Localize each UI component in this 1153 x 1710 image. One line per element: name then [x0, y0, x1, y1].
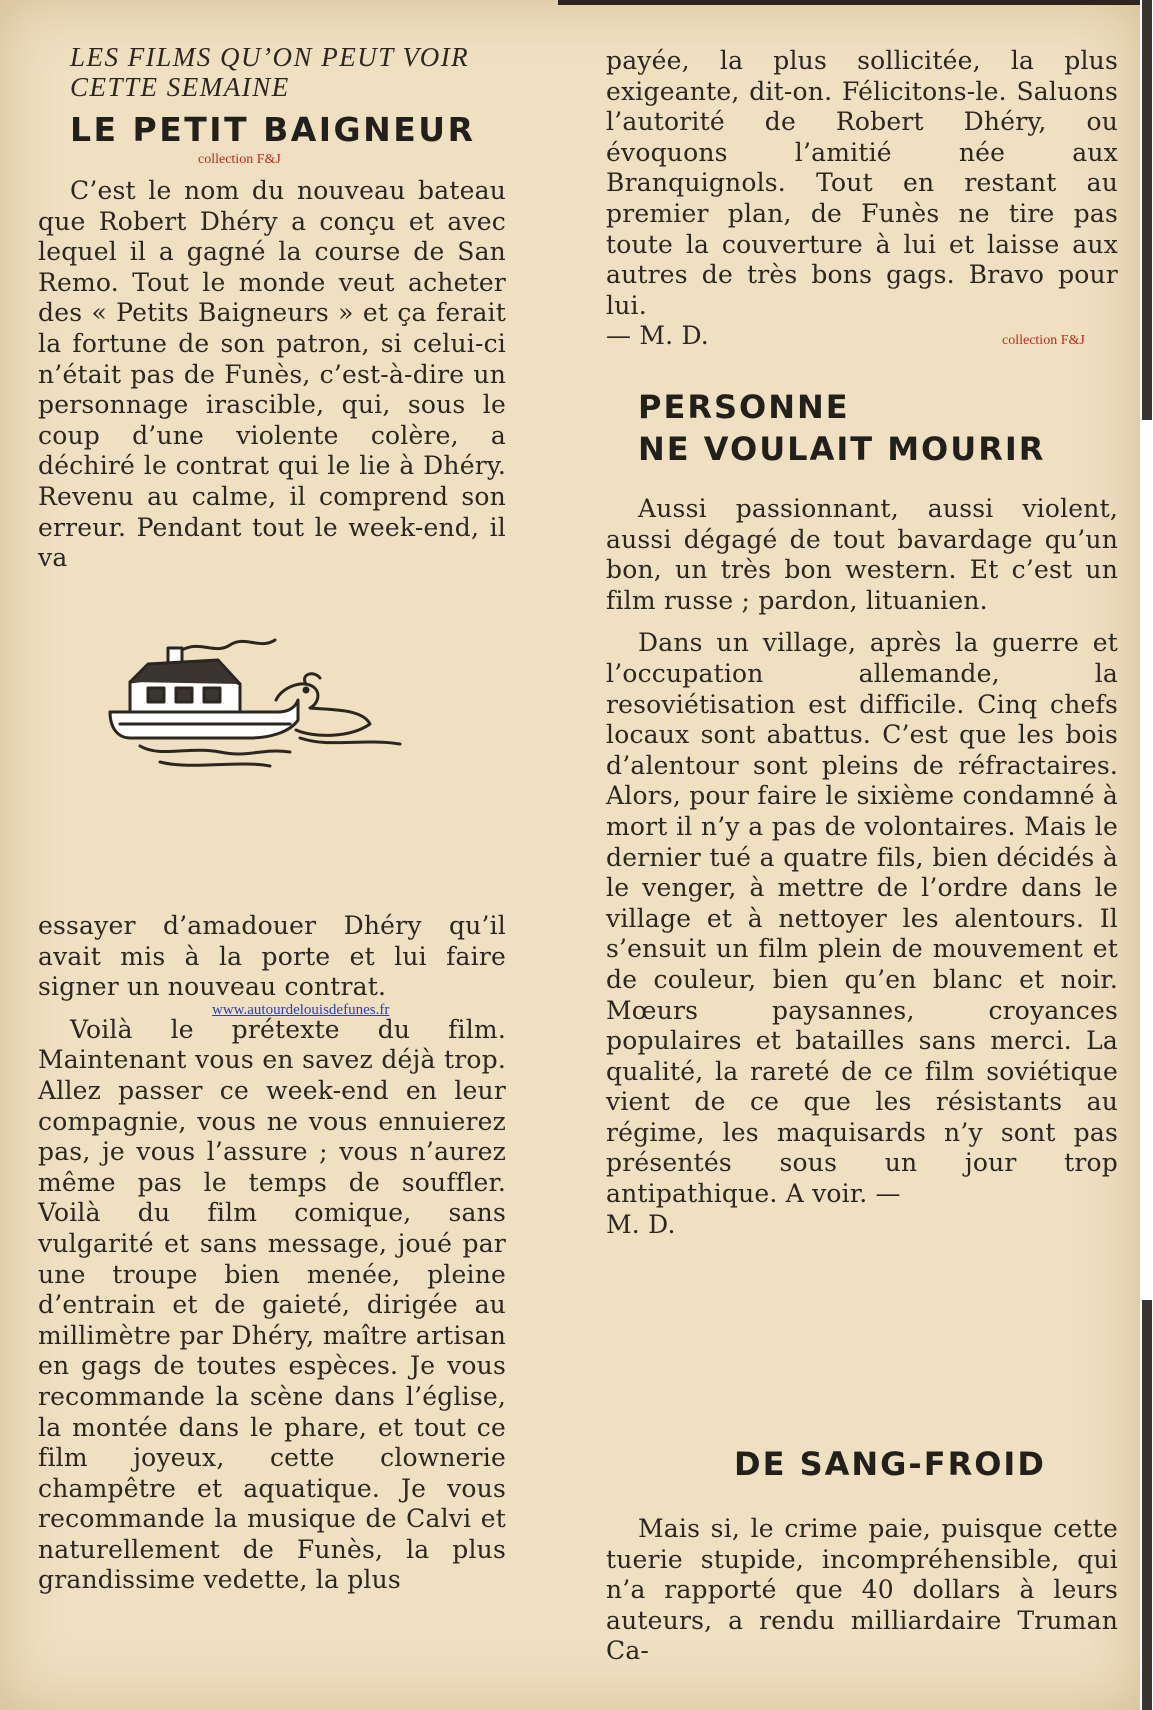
- review-paragraph-2: Voilà le prétexte du film. Maintenant vous en savez déjà trop. Allez passer ce week-end en leur compagnie, vous ne vous ennuierez pas, je vous l’assure ; vous n’aurez même pas le temps de souffler. Voilà du film comique, sans vulgarité et sans message, joué par une troupe bien menée, pleine d’entrain et de gaieté, dirigée au millimètre par Dhéry, maître artisan en gags de toutes espèces. Je vous recommande la scène dans l’église, la montée dans le phare, et tout ce film joyeux, cette clownerie champêtre et aquatique. Je vous recommande la musique de Calvi et naturellement de Funès, la plus grandissime vedette, la plus: [38, 1014, 506, 1595]
- title-personne-line2: NE VOULAIT MOURIR: [638, 430, 1046, 468]
- column-top-rule: [558, 0, 1140, 5]
- credit-left: collection F&J: [198, 152, 281, 167]
- right-article-3: [606, 1442, 1118, 1667]
- review-paragraph-continued: payée, la plus sollicitée, la plus exigeante, dit-on. Félicitons-le. Saluons l’autorité de Robert Dhéry, ou évoquons l’amitié née aux Branquignols. Tout en restant au premier plan, de Funès ne tire pas toute la couverture à lui et laisse aux autres de très bons gags. Bravo pour lui.: [606, 46, 1118, 320]
- right-column: [606, 46, 1118, 352]
- title-le-petit-baigneur: LE PETIT BAIGNEUR: [70, 110, 476, 149]
- right-article-2: [606, 386, 1118, 1240]
- left-article-part1: [38, 176, 506, 574]
- credit-right: collection F&J: [1002, 333, 1085, 348]
- review-paragraph-1: C’est le nom du nouveau bateau que Robert Dhéry a conçu et avec lequel il a gagné la course de San Remo. Tout le monde veut acheter des « Petits Baigneurs » et ça ferait la fortune de son patron, si celui-ci n’était pas de Funès, c’est-à-dire un personnage irascible, qui, sous le coup d’une violente colère, a déchiré le contrat qui le lie à Dhéry. Revenu au calme, il comprend son erreur. Pendant tout le week-end, il va: [38, 176, 506, 573]
- boat-duck-drawing-icon: [100, 620, 500, 780]
- review-paragraph-5: Mais si, le crime paie, puisque cette tuerie stupide, incompréhensible, qui n’a rapporté que 40 dollars à leurs auteurs, a rendu milliardaire Truman Ca-: [606, 1514, 1118, 1666]
- left-column: [38, 42, 548, 152]
- review-paragraph-1-continued: essayer d’amadouer Dhéry qu’il avait mis à la porte et lui faire signer un nouveau contrat.: [38, 911, 506, 1002]
- signature-md-2: M. D.: [606, 1209, 676, 1239]
- review-paragraph-3: Aussi passionnant, aussi violent, aussi dégagé de tout bavardage qu’un bon, un très bon western. Et c’est un film russe ; pardon, lituanien.: [606, 494, 1118, 615]
- review-paragraph-4: Dans un village, après la guerre et l’occupation allemande, la resoviétisation est difficile. Cinq chefs locaux sont abattus. C’est que les bois d’alentour sont pleins de réfractaires. Alors, pour faire le sixième condamné à mort il n’y a pas de volontaires. Mais le dernier tué a quatre fils, bien décidés à le venger, à mettre de l’ordre dans le village et à nettoyer les alentours. Il s’ensuit un film plein de mouvement et de couleur, bien qu’en blanc et noir. Mœurs paysannes, croyances populaires et batailles sans merci. La qualité, la rareté de ce film soviétique vient de ce que les résistants au régime, les maquisards n’y sont pas présentés sous un jour trop antipathique. A voir. —: [606, 628, 1118, 1209]
- section-kicker-line2: CETTE SEMAINE: [70, 72, 290, 102]
- section-kicker-line1: LES FILMS QU’ON PEUT VOIR: [70, 42, 470, 72]
- torn-edge-bottom: [1142, 1300, 1152, 1710]
- website-watermark[interactable]: www.autourdelouisdefunes.fr: [212, 1002, 390, 1018]
- torn-edge-top: [1142, 0, 1152, 420]
- title-personne-line1: PERSONNE: [638, 388, 850, 426]
- signature-md-1: — M. D.: [606, 321, 709, 351]
- title-de-sang-froid: DE SANG-FROID: [734, 1445, 1046, 1483]
